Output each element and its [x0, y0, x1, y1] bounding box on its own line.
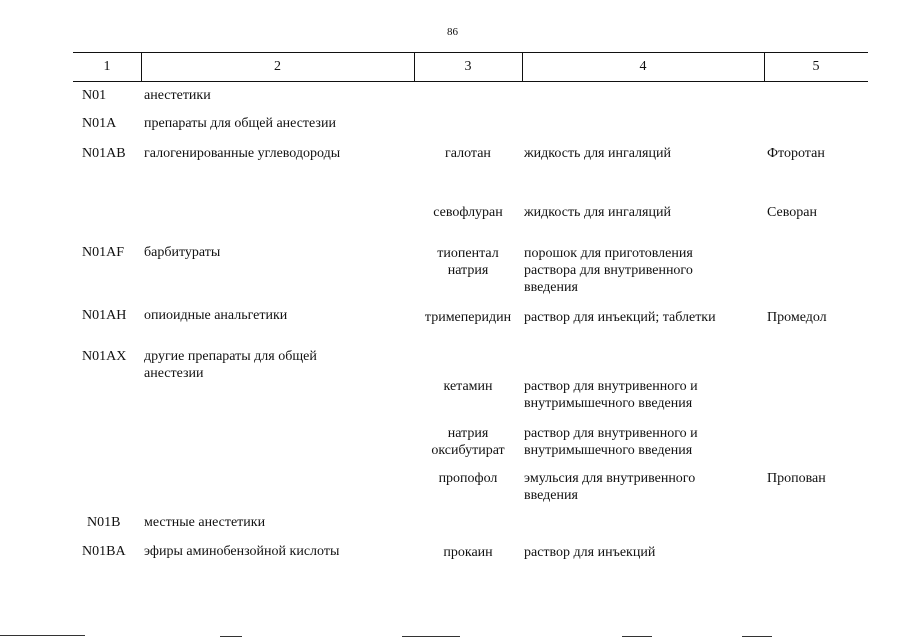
row-group: местные анестетики [144, 515, 266, 530]
table-top-rule [73, 52, 868, 53]
row-drug: натрия оксибутират [431, 426, 505, 458]
scan-artifact-line [622, 636, 652, 637]
row-group: барбитураты [144, 245, 221, 260]
row-trade-name: Пропован [767, 471, 826, 486]
row-code: N01 [82, 88, 107, 103]
row-form: жидкость для ингаляций [524, 205, 671, 220]
row-code: N01AB [82, 146, 126, 161]
row-drug: севофлуран [433, 205, 503, 220]
row-trade-name: Севоран [767, 205, 817, 220]
row-group: анестетики [144, 88, 211, 103]
scan-artifact-line [220, 636, 242, 637]
row-code: N01A [82, 116, 117, 131]
row-drug: тримеперидин [424, 310, 512, 325]
row-drug: пропофол [438, 471, 498, 486]
row-form: эмульсия для внутривенного введения [524, 471, 696, 503]
row-code: N01AH [82, 308, 127, 323]
row-group: галогенированные углеводороды [144, 146, 341, 161]
row-form: порошок для приготовления раствора для внутривенного введения [524, 246, 693, 295]
row-drug: тиопентал натрия [437, 246, 499, 278]
row-trade-name: Фторотан [767, 146, 825, 161]
column-header-3: 3 [464, 59, 472, 74]
row-code: N01BA [82, 544, 126, 559]
row-group: препараты для общей анестезии [144, 116, 336, 131]
row-drug: галотан [445, 146, 491, 161]
column-header-4: 4 [639, 59, 647, 74]
column-header-1: 1 [103, 59, 111, 74]
row-drug: прокаин [443, 545, 493, 560]
row-form: раствор для инъекций; таблетки [524, 310, 716, 325]
scan-artifact-line [402, 636, 460, 637]
row-group: другие препараты для общей анестезии [144, 349, 317, 381]
row-form: раствор для внутривенного и внутримышечного введения [524, 426, 698, 458]
row-form: жидкость для ингаляций [524, 146, 671, 161]
row-group: эфиры аминобензойной кислоты [144, 544, 340, 559]
scan-artifact-line [0, 635, 85, 636]
scan-artifact-line [742, 636, 772, 637]
row-code: N01AF [82, 245, 125, 260]
row-code: N01B [87, 515, 121, 530]
page-number: 86 [447, 26, 458, 38]
table-header-bottom-rule [73, 81, 868, 82]
row-code: N01AX [82, 349, 127, 364]
row-group: опиоидные анальгетики [144, 308, 288, 323]
row-trade-name: Промедол [767, 310, 827, 325]
row-form: раствор для инъекций [524, 545, 656, 560]
column-header-5: 5 [812, 59, 820, 74]
row-form: раствор для внутривенного и внутримышечного введения [524, 379, 698, 411]
column-header-2: 2 [274, 59, 281, 74]
row-drug: кетамин [443, 379, 493, 394]
